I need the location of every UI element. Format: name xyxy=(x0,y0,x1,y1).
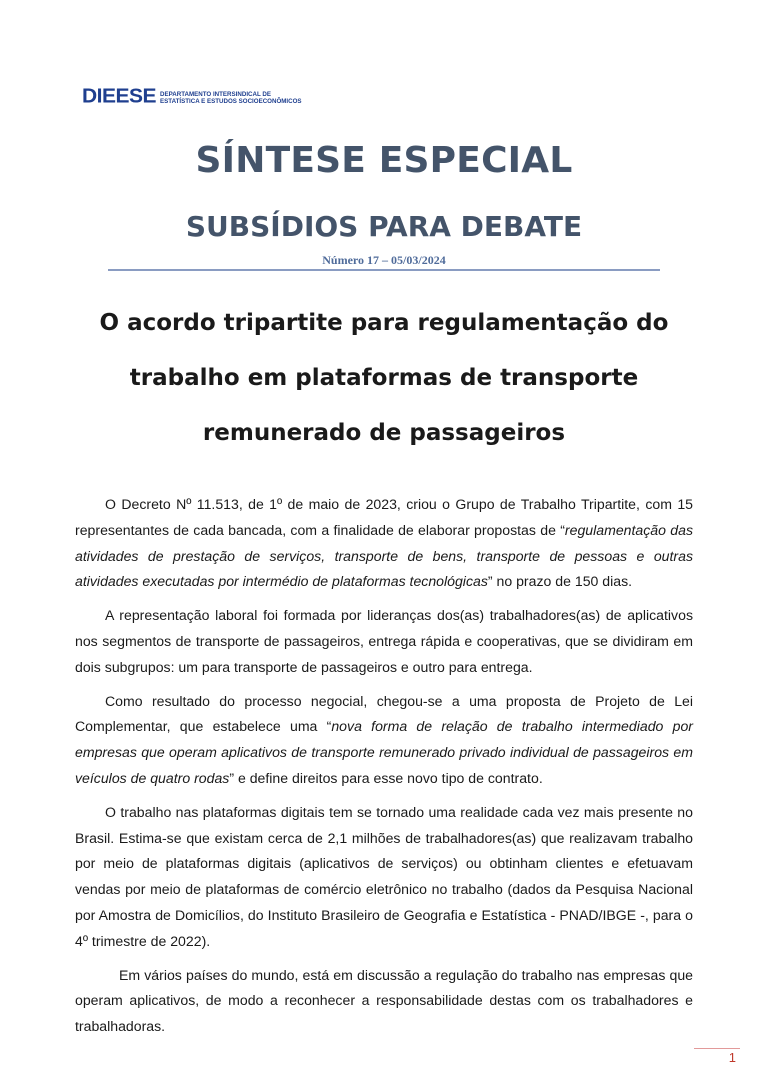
article-body xyxy=(75,492,693,1048)
header-divider xyxy=(108,269,660,271)
logo-text xyxy=(160,91,302,106)
heading-line-1: O acordo tripartite para regulamentação do xyxy=(99,310,669,336)
paragraph-3-text-c: ” e define direitos para esse novo tipo de contrato. xyxy=(229,769,543,786)
paragraph-1 xyxy=(75,492,693,595)
paragraph-3 xyxy=(75,689,693,792)
paragraph-1-text-a: O Decreto Nº 11.513, de 1º de maio de 2023, criou o Grupo de Trabalho Tripartite, com 15 representantes de cada bancada, com a finalidade de elaborar propostas de “ xyxy=(75,496,693,538)
paragraph-1-quote: regulamentação das atividades de prestação de serviços, transporte de bens, transporte de pessoas e outras atividades executadas por intermédio de plataformas tecnológicas xyxy=(75,521,693,590)
paragraph-3-text-a: Como resultado do processo negocial, chegou-se a uma proposta de Projeto de Lei Complementar, que estabelece uma “ xyxy=(75,692,693,735)
heading-line-2: trabalho em plataformas de transporte xyxy=(129,365,639,391)
dieese-logo xyxy=(82,85,302,108)
document-subtitle: SUBSÍDIOS PARA DEBATE xyxy=(185,210,583,243)
paragraph-1-text-c: ” no prazo de 150 dias. xyxy=(487,573,633,590)
page-number: 1 xyxy=(728,1050,736,1065)
issue-number-date: Número 17 – 05/03/2024 xyxy=(322,253,446,267)
heading-line-3: remunerado de passageiros xyxy=(202,420,566,446)
document-title: SÍNTESE ESPECIAL xyxy=(195,140,573,181)
logo-mark: DIEESE xyxy=(82,85,157,108)
paragraph-3-quote: nova forma de relação de trabalho intermediado por empresas que operam aplicativos de transporte remunerado privado individual de passageiros em veículos de quatro rodas xyxy=(75,718,693,786)
logo-text-line2: ESTATÍSTICA E ESTUDOS SOCIOECONÔMICOS xyxy=(160,98,302,105)
paragraph-2: A representação laboral foi formada por lideranças dos(as) trabalhadores(as) de aplicativos nos segmentos de transporte de passageiros, entrega rápida e cooperativas, que se dividiram em dois subgrupos: um para transporte de passageiros e outro para entrega. xyxy=(75,607,693,675)
footer-divider xyxy=(694,1048,740,1049)
logo-text-line1: DEPARTAMENTO INTERSINDICAL DE xyxy=(160,91,271,98)
paragraph-5: Em vários países do mundo, está em discussão a regulação do trabalho nas empresas que operam aplicativos, de modo a reconhecer a responsabilidade destas com os trabalhadores e trabalhadoras. xyxy=(75,966,693,1035)
paragraph-4: O trabalho nas plataformas digitais tem se tornado uma realidade cada vez mais presente no Brasil. Estima-se que existam cerca de 2,1 milhões de trabalhadores(as) que realizavam trabalho por meio de plataformas digitais (aplicativos de serviços) ou obtinham clientes e efetuavam vendas por meio de plataformas de comércio eletrônico no trabalho (dados da Pesquisa Nacional por Amostra de Domicílios, do Instituto Brasileiro de Geografia e Estatística - PNAD/IBGE -, para o 4º trimestre de 2022). xyxy=(75,803,693,949)
article-heading xyxy=(80,296,688,461)
